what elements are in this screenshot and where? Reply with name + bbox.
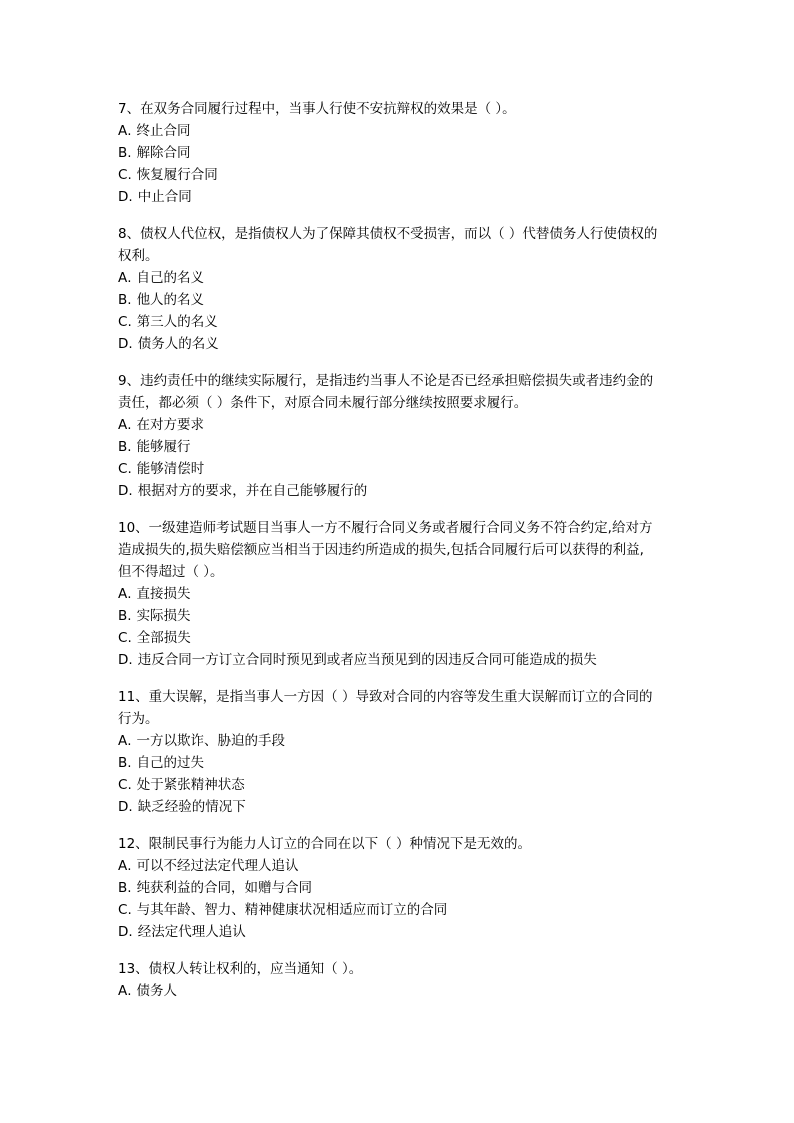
question-9-stem-line-1: 9、违约责任中的继续实际履行，是指违约当事人不论是否已经承担赔偿损失或者违约金的 [118,373,654,389]
question-10-stem-line-1: 10、一级建造师考试题目当事人一方不履行合同义务或者履行合同义务不符合约定,给对方 [118,520,653,536]
question-12-option-c: C . 与其年龄、智力、精神健康状况相适应而订立的合同 [118,899,680,921]
question-9-stem-line-2: 责任，都必须（ ）条件下，对原合同未履行部分继续按照要求履行。 [118,395,528,411]
option-text: 可以不经过法定代理人追认 [136,858,299,874]
question-7 [118,98,680,208]
question-9-option-c: C . 能够清偿时 [118,458,680,480]
question-9-option-d: D . 根据对方的要求，并在自己能够履行的 [118,480,680,502]
question-10-option-a: A . 直接损失 [118,583,680,605]
question-9 [118,370,680,502]
option-text: 第三人的名义 [136,314,218,330]
question-13-option-a: A . 债务人 [118,980,680,1002]
question-11-option-b: B . 自己的过失 [118,752,680,774]
option-text: 自己的名义 [136,270,205,286]
question-8-option-d: D . 债务人的名义 [118,333,680,355]
option-text: 纯获利益的合同，如赠与合同 [136,880,313,896]
question-13 [118,958,680,1002]
question-8-option-c: C . 第三人的名义 [118,311,680,333]
option-text: 违反合同一方订立合同时预见到或者应当预见到的因违反合同可能造成的损失 [137,652,597,668]
question-7-option-c: C . 恢复履行合同 [118,164,680,186]
question-7-option-d: D . 中止合同 [118,186,680,208]
question-12-stem-line-1: 12、限制民事行为能力人订立的合同在以下（ ）种情况下是无效的。 [118,836,531,852]
question-11-option-d: D . 缺乏经验的情况下 [118,796,680,818]
question-10-option-b: B . 实际损失 [118,605,680,627]
option-text: 一方以欺诈、胁迫的手段 [136,733,286,749]
option-text: 恢复履行合同 [136,167,218,183]
question-12-option-a: A . 可以不经过法定代理人追认 [118,855,680,877]
option-text: 在对方要求 [136,417,205,433]
question-10 [118,517,680,671]
option-text: 终止合同 [136,123,191,139]
option-text: 解除合同 [136,145,191,161]
question-10-stem-line-3: 但不得超过（ ）。 [118,564,224,580]
option-text: 债务人的名义 [137,336,219,352]
question-list [118,98,680,1017]
option-text: 债务人 [136,983,178,999]
option-text: 自己的过失 [136,755,205,771]
option-text: 根据对方的要求，并在自己能够履行的 [137,483,368,499]
option-text: 他人的名义 [136,292,205,308]
question-12-option-d: D . 经法定代理人追认 [118,921,680,943]
question-10-option-d: D . 违反合同一方订立合同时预见到或者应当预见到的因违反合同可能造成的损失 [118,649,680,671]
question-11-stem-line-1: 11、重大误解，是指当事人一方因（ ）导致对合同的内容等发生重大误解而订立的合同的 [118,689,653,705]
option-text: 中止合同 [137,189,192,205]
option-text: 直接损失 [136,586,191,602]
option-text: 处于紧张精神状态 [136,777,245,793]
option-text: 全部损失 [136,630,191,646]
option-text: 能够履行 [136,439,191,455]
option-text: 与其年龄、智力、精神健康状况相适应而订立的合同 [136,902,448,918]
question-8-option-a: A . 自己的名义 [118,267,680,289]
question-9-option-a: A . 在对方要求 [118,414,680,436]
question-7-stem-line-1: 7、在双务合同履行过程中，当事人行使不安抗辩权的效果是（ ）。 [118,101,516,117]
question-8 [118,223,680,355]
option-text: 经法定代理人追认 [137,924,246,940]
option-text: 实际损失 [136,608,191,624]
question-8-stem-line-1: 8、债权人代位权，是指债权人为了保障其债权不受损害，而以（ ）代替债务人行使债权的 [118,226,658,242]
question-7-option-a: A . 终止合同 [118,120,680,142]
question-8-option-b: B . 他人的名义 [118,289,680,311]
question-11 [118,686,680,818]
question-12 [118,833,680,943]
question-11-option-c: C . 处于紧张精神状态 [118,774,680,796]
option-text: 缺乏经验的情况下 [137,799,246,815]
option-text: 能够清偿时 [136,461,205,477]
question-11-stem-line-2: 行为。 [118,711,159,727]
question-7-option-b: B . 解除合同 [118,142,680,164]
question-13-stem-line-1: 13、债权人转让权利的，应当通知（ ）。 [118,961,363,977]
question-8-stem-line-2: 权利。 [118,248,159,264]
question-9-option-b: B . 能够履行 [118,436,680,458]
question-10-option-c: C . 全部损失 [118,627,680,649]
question-11-option-a: A . 一方以欺诈、胁迫的手段 [118,730,680,752]
question-12-option-b: B . 纯获利益的合同，如赠与合同 [118,877,680,899]
question-10-stem-line-2: 造成损失的,损失赔偿额应当相当于因违约所造成的损失,包括合同履行后可以获得的利益, [118,542,644,558]
